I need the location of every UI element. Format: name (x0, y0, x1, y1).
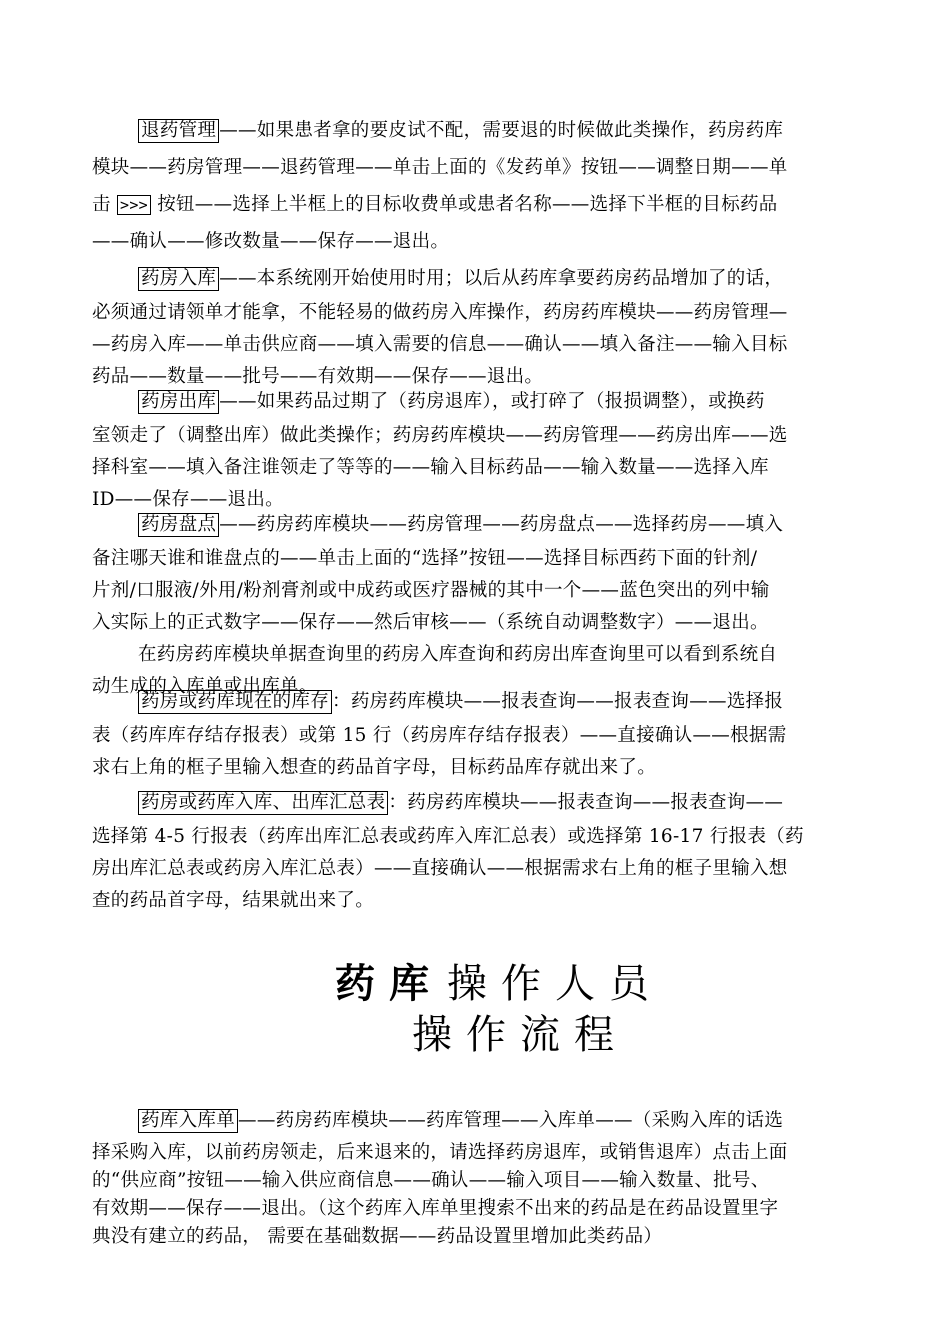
text-line (92, 383, 860, 420)
text-line: 查的药品首字母，结果就出来了。 (92, 890, 375, 911)
heading-rest: 操作人员 (447, 961, 663, 1007)
heading-line-1 (335, 952, 663, 1009)
text-line: ID——保存——退出。 (92, 489, 284, 510)
text-line-content: ：药房药库模块——报表查询——报表查询—— (388, 792, 784, 813)
text-line: —药房入库——单击供应商——填入需要的信息——确认——填入备注——输入目标 (92, 334, 788, 355)
text-line: 室领走了（调整出库）做此类操作；药房药库模块——药房管理——药房出库——选 (92, 425, 788, 446)
section-pharmacy-outbound (92, 383, 860, 516)
text-line (92, 506, 860, 543)
text-line: 动生成的入库单或出库单。 (92, 676, 318, 697)
heading-line-2-text: 操作流程 (412, 1012, 628, 1058)
text-line: 药品——数量——批号——有效期——保存——退出。 (92, 366, 544, 387)
text-line: 择科室——填入备注谁领走了等等的——输入目标药品——输入数量——选择入库 (92, 457, 769, 478)
section-pharmacy-inbound (92, 260, 860, 393)
section-warehouse-inbound (92, 1102, 860, 1251)
text-line-content: ——如果患者拿的要皮试不配，需要退的时候做此类操作，药房药库 (219, 120, 784, 141)
text-line-content: 击 (92, 194, 111, 215)
text-line: 选择第 4-5 行报表（药库出库汇总表或药库入库汇总表）或选择第 16-17 行报表（药 (92, 826, 804, 847)
text-line (92, 683, 860, 720)
section-label: 退药管理 (138, 119, 219, 143)
text-line: 的“供应商”按钮——输入供应商信息——确认——输入项目——输入数量、批号、 (92, 1170, 770, 1191)
section-label: 药房或药库入库、出库汇总表 (138, 791, 388, 815)
text-line-content: ——如果药品过期了（药房退库），或打碎了（报损调整），或换药 (219, 391, 765, 412)
text-line: 片剂/口服液/外用/粉剂膏剂或中成药或医疗器械的其中一个——蓝色突出的列中输 (92, 580, 770, 601)
text-line: ——确认——修改数量——保存——退出。 (92, 231, 450, 252)
text-line: 择采购入库，以前药房领走，后来退来的，请选择药房退库，或销售退库）点击上面 (92, 1142, 788, 1163)
text-line-content: ——药房药库模块——药库管理——入库单——（采购入库的话选 (238, 1110, 784, 1131)
section-label: 药房出库 (138, 390, 219, 414)
text-line-content: 按钮——选择上半框上的目标收费单或患者名称——选择下半框的目标药品 (157, 194, 778, 215)
text-line: 房出库汇总表或药房入库汇总表）——直接确认——根据需求右上角的框子里输入想 (92, 858, 788, 879)
text-line (92, 186, 860, 223)
heading-bold: 药库 (335, 960, 443, 1007)
text-line-content: ——本系统刚开始使用时用；以后从药库拿要药房药品增加了的话， (219, 268, 784, 289)
text-line: 典没有建立的药品， 需要在基础数据——药品设置里增加此类药品） (92, 1226, 663, 1247)
text-line: 备注哪天谁和谁盘点的——单击上面的“选择”按钮——选择目标西药下面的针剂/ (92, 548, 758, 569)
text-line (92, 784, 860, 821)
text-line: 表（药库库存结存报表）或第 15 行（药房库存结存报表）——直接确认——根据需 (92, 725, 787, 746)
text-line: 必须通过请领单才能拿，不能轻易的做药房入库操作，药房药库模块——药房管理— (92, 302, 788, 323)
text-line (92, 1102, 860, 1139)
section-label: 药房或药库现在的库存 (138, 690, 332, 714)
text-line-content: ——药房药库模块——药房管理——药房盘点——选择药房——填入 (219, 514, 784, 535)
text-line-content: ：药房药库模块——报表查询——报表查询——选择报 (332, 691, 784, 712)
heading-line-2 (412, 1003, 628, 1060)
text-line: 有效期——保存——退出。（这个药库入库单里搜索不出来的药品是在药品设置里字 (92, 1198, 779, 1219)
text-line (92, 112, 860, 149)
section-return-drug (92, 112, 860, 260)
section-current-stock (92, 683, 860, 784)
section-summary-report (92, 784, 860, 917)
text-line: 模块——药房管理——退药管理——单击上面的《发药单》按钮——调整日期——单 (92, 157, 788, 178)
text-line (92, 260, 860, 297)
section-pharmacy-stocktake (92, 506, 860, 703)
text-line: 入实际上的正式数字——保存——然后审核——（系统自动调整数字）——退出。 (92, 612, 769, 633)
text-line: 求右上角的框子里输入想查的药品首字母，目标药品库存就出来了。 (92, 757, 657, 778)
section-label: 药房入库 (138, 267, 219, 291)
section-label: 药房盘点 (138, 513, 219, 537)
section-label: 药库入库单 (138, 1109, 238, 1133)
text-line: 在药房药库模块单据查询里的药房入库查询和药房出库查询里可以看到系统自 (138, 644, 778, 665)
forward-arrows-button: >>> (117, 195, 151, 215)
